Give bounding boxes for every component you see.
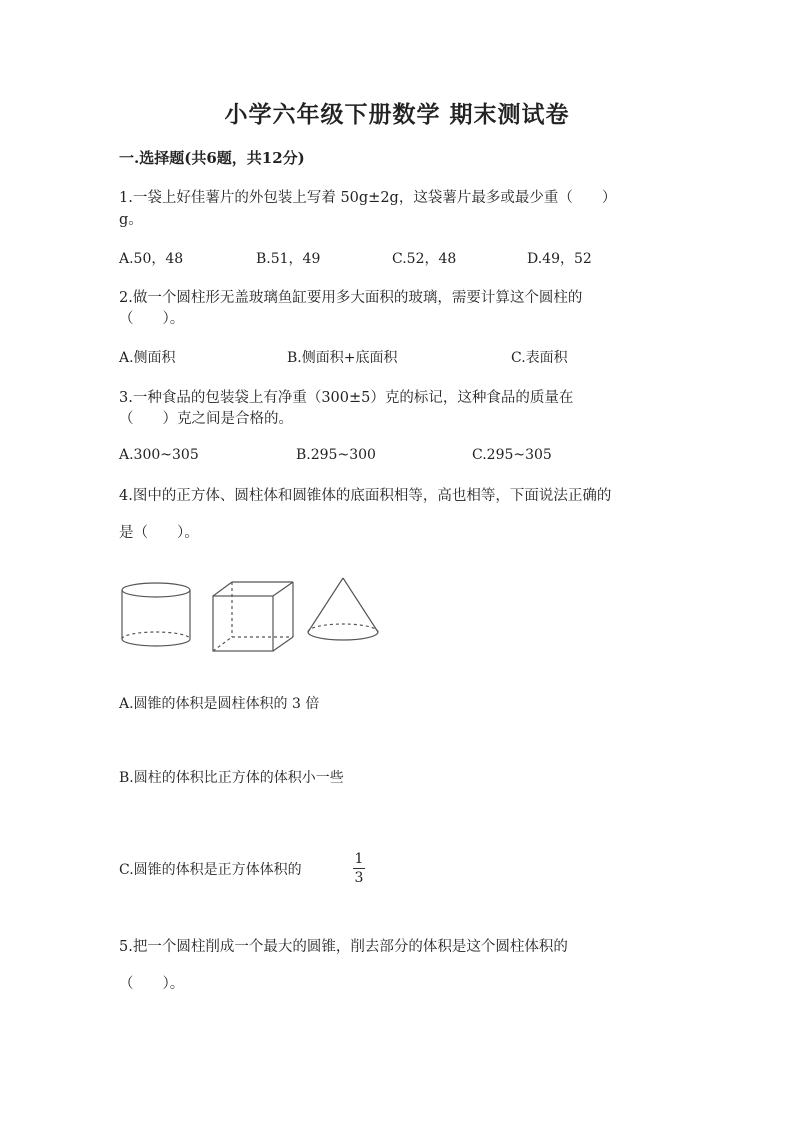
question-2-text: 2.做一个圆柱形无盖玻璃鱼缸要用多大面积的玻璃，需要计算这个圆柱的 (119, 290, 583, 306)
question-1-text-cont: g。 (119, 212, 143, 228)
question-3-option-a: A.300~305 (119, 447, 199, 463)
question-4-text-cont: 是（ ）。 (119, 525, 199, 541)
question-3-text: 3.一种食品的包装袋上有净重（300±5）克的标记，这种食品的质量在 (119, 390, 574, 406)
question-2-option-c: C.表面积 (511, 350, 568, 366)
question-1-option-d: D.49，52 (527, 251, 592, 267)
question-2-text-cont: （ ）。 (119, 311, 185, 327)
cone-shape (308, 578, 378, 640)
cube-shape (213, 582, 293, 651)
question-1-text: 1.一袋上好佳薯片的外包装上写着 50g±2g，这袋薯片最多或最少重（ ） (119, 190, 617, 206)
question-1-option-a: A.50，48 (119, 251, 184, 267)
question-3-text-cont: （ ）克之间是合格的。 (119, 411, 293, 427)
fraction-denominator: 3 (354, 870, 364, 886)
question-3-option-c: C.295~305 (472, 447, 552, 463)
question-1-option-c: C.52，48 (392, 251, 457, 267)
question-1-option-b: B.51，49 (256, 251, 321, 267)
question-5-text: 5.把一个圆柱削成一个最大的圆锥，削去部分的体积是这个圆柱体积的 (119, 939, 568, 955)
question-4-text: 4.图中的正方体、圆柱体和圆锥体的底面积相等，高也相等，下面说法正确的 (119, 488, 612, 504)
question-4-option-b: B.圆柱的体积比正方体的体积小一些 (119, 770, 344, 786)
page-title: 小学六年级下册数学 期末测试卷 (224, 101, 570, 128)
cylinder-shape (122, 583, 190, 646)
question-4-option-a: A.圆锥的体积是圆柱体积的 3 倍 (119, 696, 320, 712)
fraction-one-third (351, 851, 367, 886)
question-2-option-b: B.侧面积+底面积 (287, 350, 398, 366)
section-heading: 一.选择题(共6题，共12分) (119, 149, 305, 167)
question-5-text-cont: （ ）。 (119, 976, 185, 992)
geometry-figure (118, 574, 388, 654)
fraction-bar (353, 868, 365, 869)
question-4-option-c: C.圆锥的体积是正方体体积的 (119, 862, 302, 878)
fraction-numerator: 1 (354, 851, 364, 867)
question-2-option-a: A.侧面积 (119, 350, 176, 366)
question-3-option-b: B.295~300 (296, 447, 376, 463)
